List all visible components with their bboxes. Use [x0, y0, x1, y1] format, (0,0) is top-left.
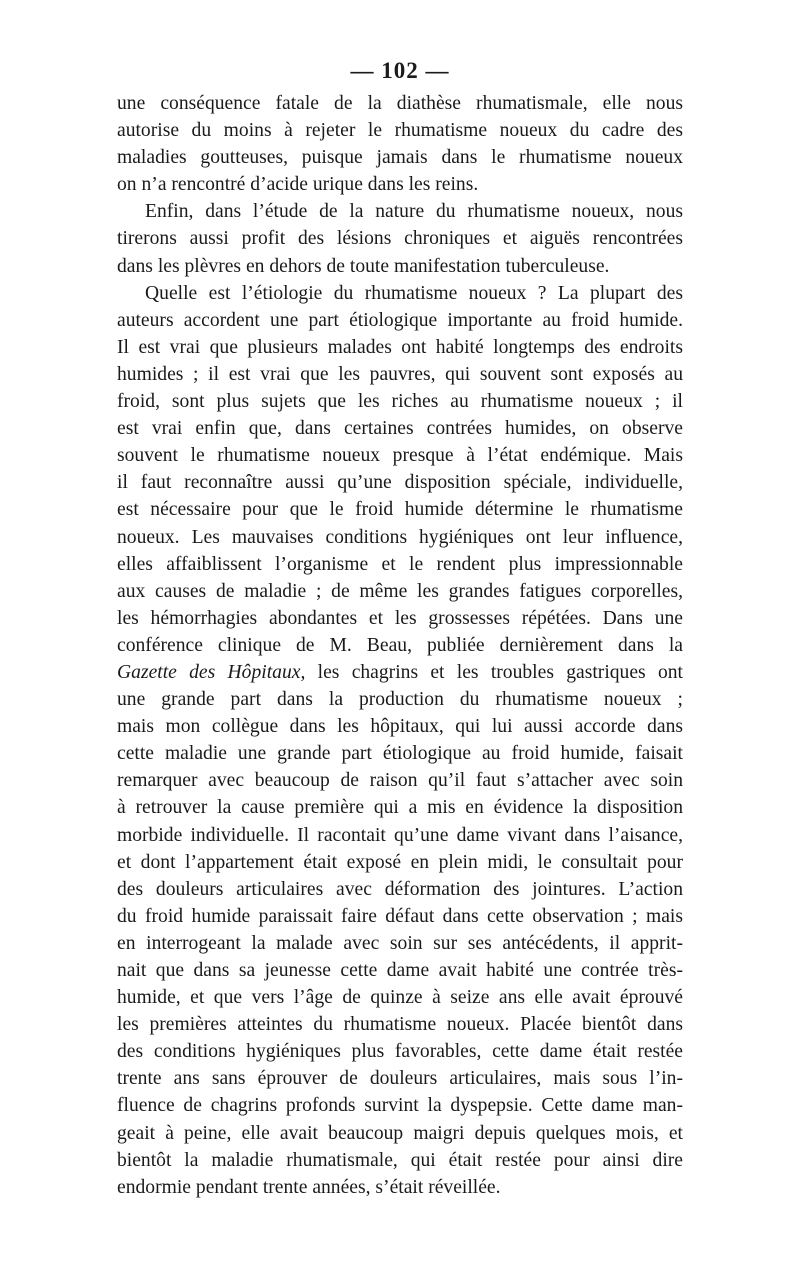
text-line: [117, 659, 683, 686]
line-text: autorise du moins à rejeter le rhumatisme noueux du cadre des: [117, 120, 683, 142]
text-line: [117, 984, 683, 1011]
line-text: Enfin, dans l’étude de la nature du rhumatisme noueux, nous: [145, 201, 683, 223]
text-line: [117, 1065, 683, 1092]
line-text: des douleurs articulaires avec déformation des jointures. L’action: [117, 878, 683, 900]
line-text: aux causes de maladie ; de même les grandes fatigues corporelles,: [117, 580, 683, 602]
text-line: [117, 496, 683, 523]
line-text: est nécessaire pour que le froid humide détermine le rhumatisme: [117, 499, 683, 521]
text-line: [117, 930, 683, 957]
text-line: [117, 713, 683, 740]
line-text: les premières atteintes du rhumatisme noueux. Placée bientôt dans: [117, 1014, 683, 1036]
text-line: [117, 578, 683, 605]
text-line: [117, 198, 683, 225]
line-text: nait que dans sa jeunesse cette dame avait habité une contrée très-: [117, 960, 683, 981]
line-text: maladies goutteuses, puisque jamais dans le rhumatisme noueux: [117, 147, 683, 169]
line-text: trente ans sans éprouver de douleurs articulaires, mais sous l’in-: [117, 1068, 683, 1090]
line-text: geait à peine, elle avait beaucoup maigri depuis quelques mois, et: [117, 1122, 683, 1144]
line-text: remarquer avec beaucoup de raison qu’il faut s’attacher avec soin: [117, 770, 683, 792]
text-line: [117, 551, 683, 578]
line-text: endormie pendant trente années, s’était réveillée.: [117, 1176, 501, 1198]
line-text: conférence clinique de M. Beau, publiée dernièrement dans la: [117, 634, 683, 656]
line-text: bientôt la maladie rhumatismale, qui était restée pour ainsi dire: [117, 1149, 683, 1171]
text-line: [117, 1092, 683, 1119]
line-text: les hémorrhagies abondantes et les grossesses répétées. Dans une: [117, 607, 683, 629]
line-text: noueux. Les mauvaises conditions hygiéniques ont leur influence,: [117, 526, 683, 548]
line-text: mais mon collègue dans les hôpitaux, qui lui aussi accorde dans: [117, 716, 683, 738]
text-line: [117, 253, 683, 280]
text-line: [117, 1120, 683, 1147]
line-text: auteurs accordent une part étiologique importante au froid humide.: [117, 309, 683, 331]
line-text: et dont l’appartement était exposé en plein midi, le consultait pour: [117, 851, 683, 873]
text-line: [117, 605, 683, 632]
line-text: une conséquence fatale de la diathèse rhumatismale, elle nous: [117, 93, 683, 114]
text-line: [117, 686, 683, 713]
line-text: en interrogeant la malade avec soin sur ses antécédents, il apprit-: [117, 932, 683, 954]
text-line: [117, 469, 683, 496]
text-line: [117, 524, 683, 551]
line-text: Il est vrai que plusieurs malades ont habité longtemps des endroits: [117, 336, 683, 358]
text-line: [117, 307, 683, 334]
line-text: on n’a rencontré d’acide urique dans les reins.: [117, 174, 479, 196]
text-line: [117, 361, 683, 388]
text-line: [117, 442, 683, 469]
text-line: [117, 117, 683, 144]
line-text: il faut reconnaître aussi qu’une disposition spéciale, individuelle,: [117, 472, 683, 494]
body-text: [117, 90, 683, 1201]
text-line: [117, 740, 683, 767]
line-text: une grande part dans la production du rhumatisme noueux ;: [117, 689, 683, 711]
line-text: dans les plèvres en dehors de toute manifestation tuberculeuse.: [117, 255, 610, 277]
text-line: [117, 767, 683, 794]
text-line: [117, 903, 683, 930]
text-line: [117, 280, 683, 307]
line-text: humides ; il est vrai que les pauvres, qui souvent sont exposés au: [117, 363, 683, 385]
text-line: [117, 876, 683, 903]
line-text: des conditions hygiéniques plus favorables, cette dame était restée: [117, 1041, 683, 1063]
text-line: [117, 632, 683, 659]
text-line: [117, 171, 683, 198]
line-text: humide, et que vers l’âge de quinze à seize ans elle avait éprouvé: [117, 987, 683, 1009]
line-text: à retrouver la cause première qui a mis en évidence la disposition: [117, 797, 683, 819]
text-line: [117, 1147, 683, 1174]
page-number: — 102 —: [350, 58, 450, 83]
italic-title: Gazette des Hôpitaux,: [117, 661, 306, 683]
text-line: [117, 415, 683, 442]
text-line: [117, 1011, 683, 1038]
line-text: tirerons aussi profit des lésions chroniques et aiguës rencontrées: [117, 228, 683, 250]
line-text: est vrai enfin que, dans certaines contrées humides, on observe: [117, 418, 683, 440]
text-line: [117, 822, 683, 849]
line-text: les chagrins et les troubles gastriques ont: [305, 661, 683, 683]
text-line: [117, 1038, 683, 1065]
text-line: [117, 794, 683, 821]
line-text: fluence de chagrins profonds survint la dyspepsie. Cette dame man-: [117, 1095, 683, 1117]
line-text: cette maladie une grande part étiologique au froid humide, faisait: [117, 743, 683, 765]
text-line: [117, 957, 683, 984]
text-line: [117, 334, 683, 361]
line-text: souvent le rhumatisme noueux presque à l’état endémique. Mais: [117, 445, 683, 467]
text-line: [117, 1174, 683, 1201]
text-line: [117, 849, 683, 876]
text-line: [117, 388, 683, 415]
line-text: froid, sont plus sujets que les riches au rhumatisme noueux ; il: [117, 391, 683, 413]
text-line: [117, 90, 683, 117]
text-line: [117, 225, 683, 252]
text-line: [117, 144, 683, 171]
line-text: du froid humide paraissait faire défaut dans cette observation ; mais: [117, 905, 683, 927]
line-text: elles affaiblissent l’organisme et le rendent plus impressionnable: [117, 553, 683, 575]
line-text: Quelle est l’étiologie du rhumatisme noueux ? La plupart des: [145, 282, 683, 304]
line-text: morbide individuelle. Il racontait qu’une dame vivant dans l’aisance,: [117, 824, 683, 846]
